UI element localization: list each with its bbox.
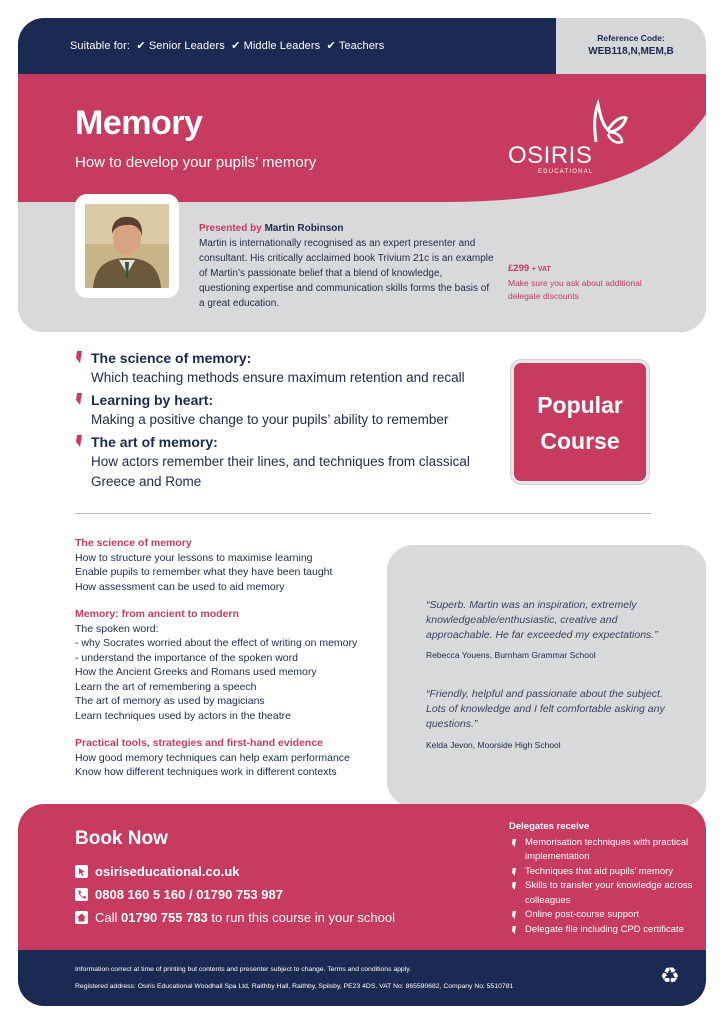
audience-bar [18,18,556,74]
detail-section [75,536,385,594]
footer [18,950,706,1006]
price-amount: £299 [508,263,530,274]
footer-disclaimer: Information correct at time of printing but contents and presenter subject to change. Terms and conditions apply. [75,966,412,973]
topic-item [75,432,505,492]
check-icon: ✔ [227,40,241,52]
course-details [75,536,385,793]
presenter-bio [199,221,494,311]
suitable-for [70,39,384,52]
testimonial-author: Rebecca Youens, Burnham Grammar School [426,650,596,660]
testimonial-quote: “Friendly, helpful and passionate about the subject. Lots of knowledge and I felt comfortable asking any questions.” [426,688,665,730]
logo-subtext: EDUCATIONAL [538,169,594,175]
testimonial-author: Kelda Jevon, Moorside High School [426,740,561,750]
website-link[interactable] [75,864,240,879]
detail-section [75,607,385,723]
topic-heading: Learning by heart: [91,392,214,408]
delegate-benefit-text: Online post-course support [525,909,640,920]
price-note: Make sure you ask about additional delegate discounts [508,278,642,301]
check-icon: ✔ [133,40,146,52]
recycle-icon: ♻ [660,963,680,988]
topic-item [75,348,505,388]
detail-line: Learn techniques used by actors in the theatre [75,709,291,722]
bullet-mark-icon [512,839,516,847]
reference-box [556,18,706,74]
detail-section-title: Practical tools, strategies and first-hand evidence [75,737,323,749]
bullet-mark-icon [76,351,82,363]
home-icon [75,911,88,924]
delegate-benefit [509,923,699,938]
bullet-mark-icon [76,393,82,405]
book-now-heading: Book Now [75,828,168,849]
detail-line: How the Ancient Greeks and Romans used memory [75,666,317,678]
presenter-name: Martin Robinson [264,223,344,234]
website-text: osiriseducational.co.uk [95,864,240,879]
detail-line: - why Socrates worried about the effect of writing on memory [75,637,358,649]
bullet-mark-icon [512,882,516,890]
badge-line-2: Course [540,428,620,454]
detail-line: Learn the art of remembering a speech [75,680,257,693]
testimonial-quote: “Superb. Martin was an inspiration, extremely knowledgeable/enthusiastic, creative and approachable. He far exceeded my expectations.” [426,599,658,641]
bullet-mark-icon [76,435,82,447]
call-suffix: to run this course in your school [211,910,395,925]
detail-line: The art of memory as used by magicians [75,695,265,707]
popular-course-badge [511,360,649,484]
topic-description: Which teaching methods ensure maximum retention and recall [91,370,465,385]
phone-icon [75,888,88,901]
presenter-bio-text: Martin is internationally recognised as an expert presenter and consultant. His critically acclaimed book Trivium 21c is an example of Martin’s passionate belief that a blend of knowledge, questioning expertise and communication skills forms the basis of a great education. [199,238,494,309]
audience-middle-leaders: Middle Leaders [243,40,321,52]
topic-heading: The art of memory: [91,434,218,450]
detail-line: - understand the importance of the spoken word [75,651,298,664]
detail-line: Enable pupils to remember what they have been taught [75,566,333,578]
price [508,263,551,274]
course-flyer [18,18,706,1006]
butterfly-icon [588,98,628,146]
suitable-label: Suitable for: [70,40,131,52]
reference-code: WEB118,N,MEM,B [588,46,674,57]
reference-label: Reference Code: [597,33,665,43]
delegate-benefit [509,865,699,880]
delegate-benefit-text: Delegate file including CPD certificate [525,923,684,935]
call-number: 01790 755 783 [121,910,208,925]
topic-description: How actors remember their lines, and techniques from classical Greece and Rome [91,454,470,489]
detail-section [75,736,385,780]
footer-registered-address: Registered address: Osiris Educational Woodhall Spa Ltd, Raithby Hall, Raithby, Spilsby, PE23 4DS. VAT No: 865590682, Company No: 5510781 [75,983,514,990]
detail-line: How assessment can be used to aid memory [75,580,285,593]
in-school-call[interactable] [75,910,395,925]
delegate-benefit [509,908,699,923]
detail-line: How to structure your lessons to maximise learning [75,551,313,564]
delegate-benefit-text: Techniques that aid pupils’ memory [525,865,674,877]
audience-senior-leaders: Senior Leaders [148,40,225,52]
booking-panel [18,804,706,950]
topic-item [75,390,505,430]
topic-list [75,348,505,494]
delegates-receive [509,820,699,937]
presenter-photo-frame [75,194,179,298]
phone-numbers[interactable] [75,887,283,902]
detail-line: Know how different techniques work in different contexts [75,766,337,778]
logo-wordmark: OSIRIS [508,142,593,169]
detail-section-title: The science of memory [75,537,192,549]
bullet-mark-icon [512,868,516,876]
detail-line: How good memory techniques can help exam performance [75,751,350,764]
badge-line-1: Popular [537,392,623,418]
detail-section-title: Memory: from ancient to modern [75,608,239,620]
course-subtitle: How to develop your pupils’ memory [75,154,317,171]
topic-description: Making a positive change to your pupils’ ability to remember [91,412,449,427]
delegate-benefit [509,879,699,908]
audience-teachers: Teachers [338,40,385,52]
presented-by-label: Presented by [199,223,262,234]
course-title: Memory [75,104,203,142]
delegates-title: Delegates receive [509,821,590,832]
testimonials-bubble [387,545,706,807]
osiris-logo [508,98,628,178]
delegate-benefit-text: Memorisation techniques with practical implementation [525,836,689,862]
cursor-icon [75,865,88,878]
phone-numbers-text: 0808 160 5 160 / 01790 753 987 [95,887,283,902]
price-vat: + VAT [531,266,551,273]
delegate-benefit [509,836,699,865]
check-icon: ✔ [323,40,336,52]
call-prefix: Call [95,910,118,925]
presenter-photo [85,204,169,288]
detail-line: The spoken word: [75,622,159,635]
delegate-benefit-text: Skills to transfer your knowledge across colleagues [525,880,693,906]
topic-heading: The science of memory: [91,350,252,366]
bullet-mark-icon [512,911,516,919]
bullet-mark-icon [512,926,516,934]
section-divider [75,513,651,514]
